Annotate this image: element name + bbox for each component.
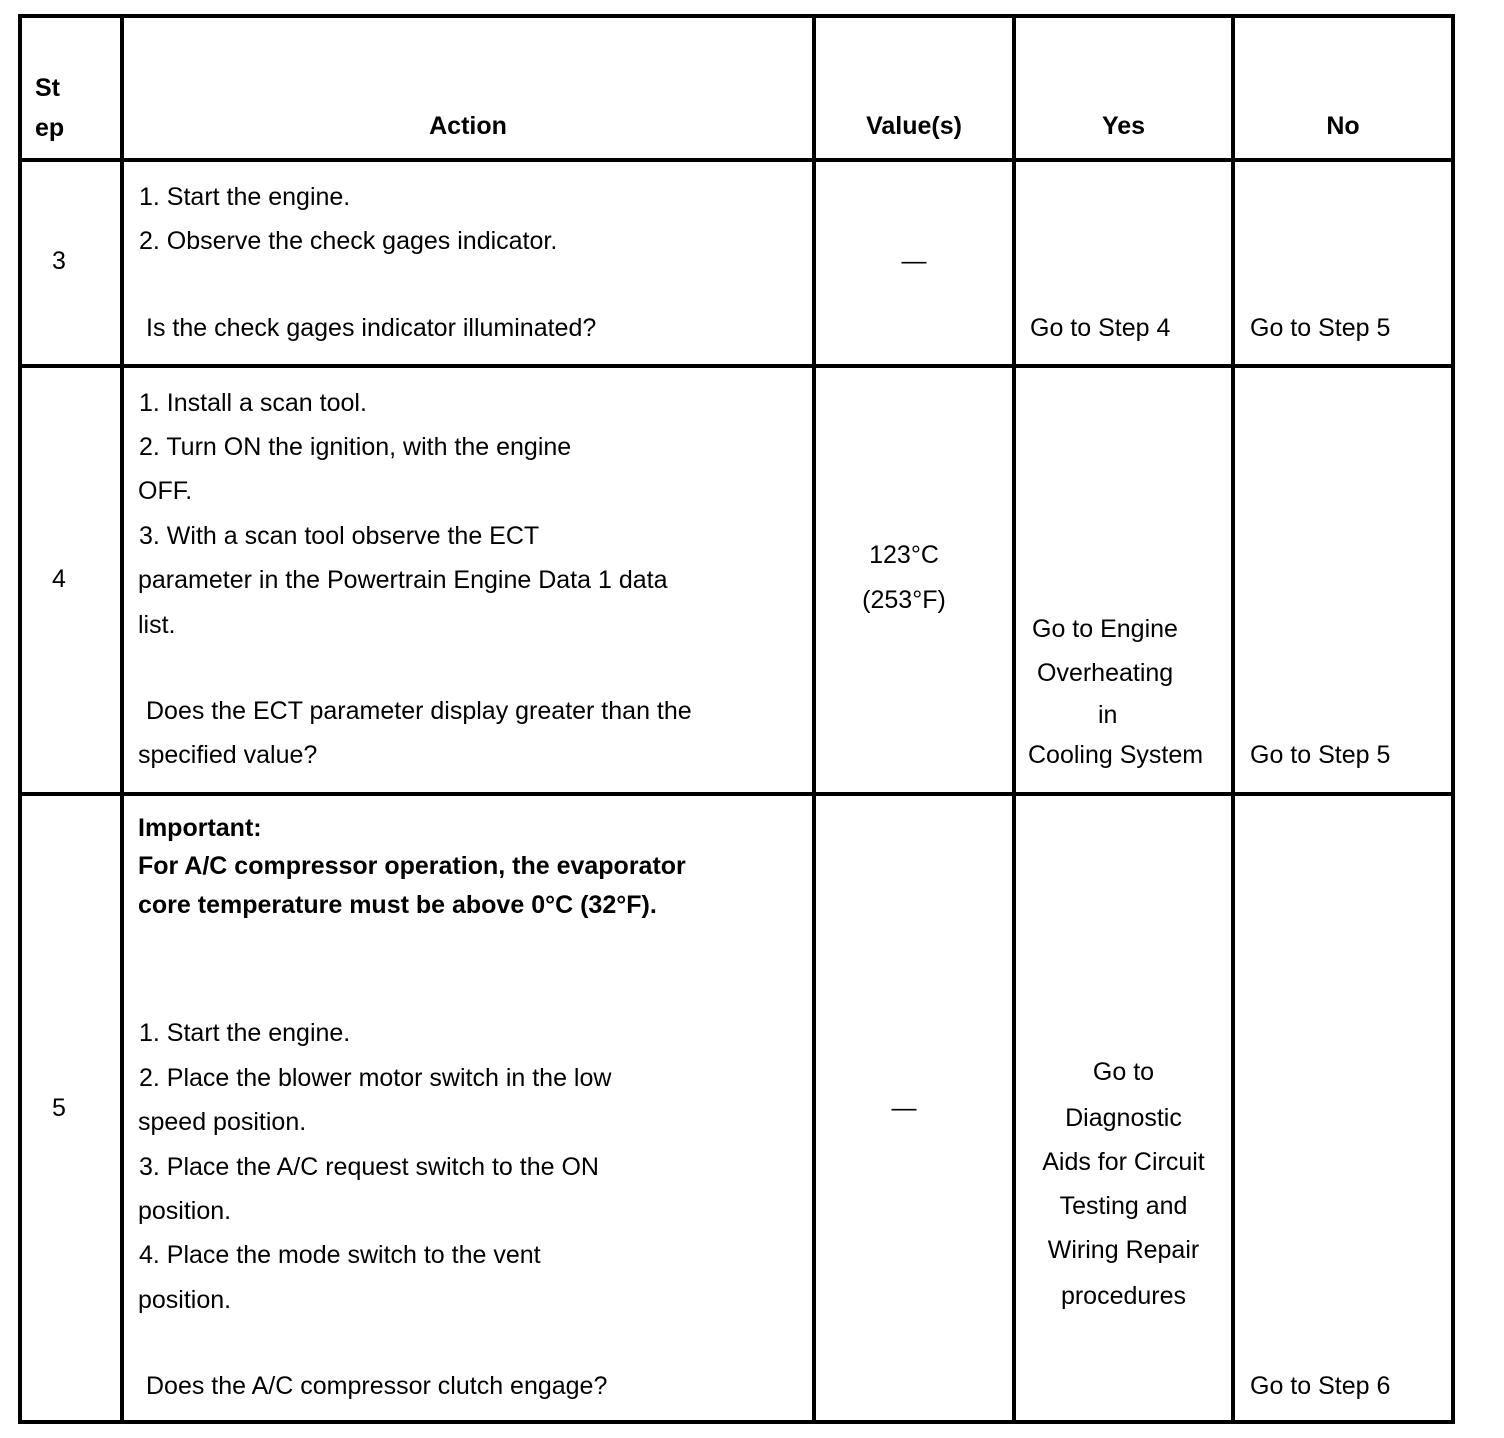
action-question: specified value? xyxy=(138,741,318,769)
row-divider xyxy=(18,792,1455,796)
value-cell: (253°F) xyxy=(862,586,946,614)
column-divider xyxy=(120,14,124,1424)
important-note-line: For A/C compressor operation, the evaporator xyxy=(138,852,686,880)
action-line: 1. Install a scan tool. xyxy=(139,389,367,417)
header-values: Value(s) xyxy=(866,112,962,140)
yes-cell: Diagnostic xyxy=(1065,1104,1182,1132)
yes-cell: in xyxy=(1098,701,1118,729)
action-line: 2. Observe the check gages indicator. xyxy=(139,227,558,255)
action-question: Is the check gages indicator illuminated? xyxy=(146,314,597,342)
yes-cell: Overheating xyxy=(1037,659,1174,687)
header-step-line2: ep xyxy=(35,114,65,142)
no-cell: Go to Step 5 xyxy=(1250,741,1391,769)
value-cell: — xyxy=(891,1094,917,1122)
yes-cell: Go to xyxy=(1092,1058,1155,1086)
action-line: 2. Place the blower motor switch in the low xyxy=(139,1064,612,1092)
action-line: position. xyxy=(138,1286,232,1314)
step-number: 3 xyxy=(52,247,66,275)
action-line: 2. Turn ON the ignition, with the engine xyxy=(139,433,572,461)
no-cell: Go to Step 6 xyxy=(1250,1372,1391,1400)
header-step-line1: St xyxy=(35,74,60,102)
row-divider xyxy=(18,158,1455,162)
action-line: OFF. xyxy=(138,477,193,505)
yes-cell: Go to Engine xyxy=(1032,615,1178,643)
header-no: No xyxy=(1326,112,1360,140)
important-note-title: Important: xyxy=(138,814,262,842)
yes-cell: Aids for Circuit xyxy=(1042,1148,1205,1176)
yes-cell: Testing and xyxy=(1059,1192,1188,1220)
action-line: parameter in the Powertrain Engine Data 1 data xyxy=(138,566,668,594)
action-line: position. xyxy=(138,1197,232,1225)
step-number: 4 xyxy=(52,565,66,593)
diagnostic-table xyxy=(18,14,1455,1424)
action-line: speed position. xyxy=(138,1108,307,1136)
table-border-bottom xyxy=(18,1420,1455,1424)
action-question: Does the A/C compressor clutch engage? xyxy=(146,1372,608,1400)
yes-cell: procedures xyxy=(1060,1282,1187,1310)
value-cell: — xyxy=(901,247,927,275)
value-cell: 123°C xyxy=(869,541,939,569)
action-line: 3. With a scan tool observe the ECT xyxy=(139,522,540,550)
column-divider xyxy=(1231,14,1235,1424)
header-action: Action xyxy=(429,112,507,140)
important-note-line: core temperature must be above 0°C (32°F). xyxy=(138,891,657,919)
action-line: 1. Start the engine. xyxy=(139,183,351,211)
table-border-right xyxy=(1451,14,1455,1424)
action-question: Does the ECT parameter display greater than the xyxy=(146,697,692,725)
yes-cell: Wiring Repair xyxy=(1047,1236,1200,1264)
action-line: list. xyxy=(138,611,176,639)
table-border-top xyxy=(18,14,1455,18)
yes-cell: Cooling System xyxy=(1028,741,1204,769)
table-border-left xyxy=(18,14,22,1424)
row-divider xyxy=(18,364,1455,368)
step-number: 5 xyxy=(52,1094,66,1122)
action-line: 3. Place the A/C request switch to the ON xyxy=(139,1153,599,1181)
action-line: 4. Place the mode switch to the vent xyxy=(139,1241,541,1269)
no-cell: Go to Step 5 xyxy=(1250,314,1391,342)
yes-cell: Go to Step 4 xyxy=(1030,314,1171,342)
header-yes: Yes xyxy=(1101,112,1146,140)
column-divider xyxy=(812,14,816,1424)
action-line: 1. Start the engine. xyxy=(139,1019,351,1047)
